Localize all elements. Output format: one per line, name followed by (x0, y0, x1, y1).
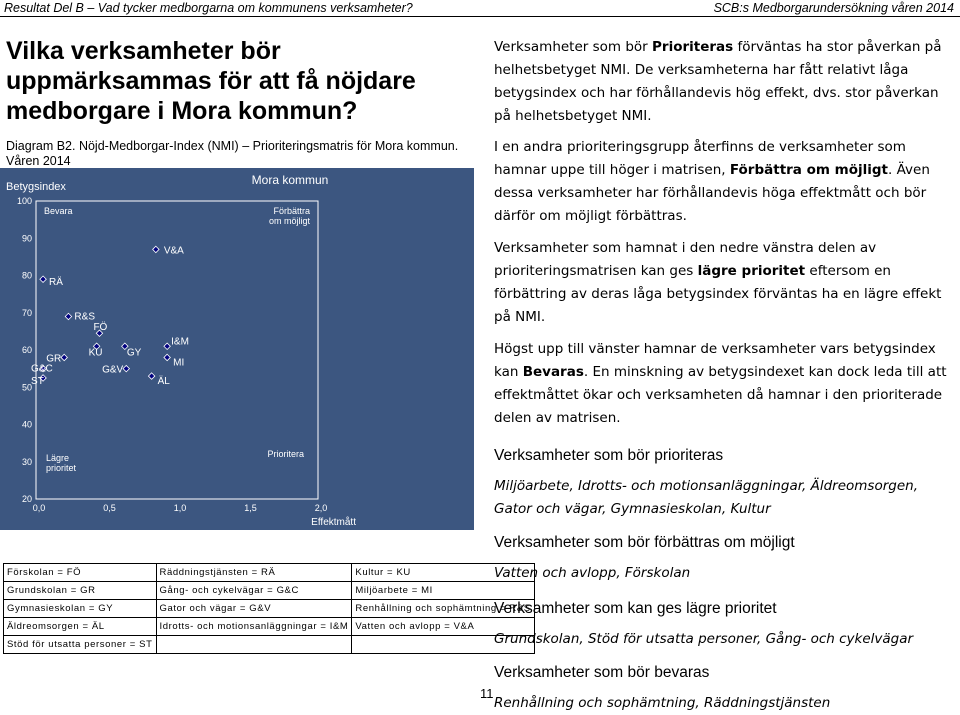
heading-lagre: Verksamheter som kan ges lägre prioritet (494, 600, 777, 617)
y-tick-label: 40 (21, 419, 32, 430)
abbreviation-table (3, 563, 535, 654)
page-number: 11 (480, 686, 494, 701)
legend-row (4, 564, 535, 582)
legend-row (4, 618, 535, 636)
x-tick-label: 2,0 (314, 503, 328, 513)
legend-row (4, 582, 535, 600)
legend-cell: Idrotts- och motionsanläggningar = I&M (156, 618, 352, 636)
legend-cell (156, 636, 352, 654)
legend-cell: Gång- och cykelvägar = G&C (156, 582, 352, 600)
quadrant-label-forbattra-1: Förbättra (273, 206, 310, 216)
legend-row (4, 636, 535, 654)
page-title: Vilka verksamheter bör uppmärksammas för att få nöjdare medborgare i Mora kommun? (6, 37, 416, 125)
quadrant-label-forbattra-2: om möjligt (268, 216, 310, 226)
quadrant-label-lagre-2: prioritet (46, 463, 77, 473)
data-point-label: FÖ (93, 322, 108, 334)
heading-prioriteras: Verksamheter som bör prioriteras (494, 447, 724, 464)
chart-panel (0, 168, 474, 530)
x-tick-label: 0,0 (32, 503, 46, 513)
legend-cell: Gator och vägar = G&V (156, 600, 352, 618)
quadrant-label-prioritera: Prioritera (267, 449, 304, 459)
data-point-label: I&M (171, 336, 189, 348)
header-rule (0, 16, 960, 17)
legend-cell: Stöd för utsatta personer = ST (4, 636, 157, 654)
legend-cell: Renhållning och sophämtning = R&S (352, 600, 534, 618)
y-tick-label: 30 (21, 456, 32, 467)
y-tick-label: 60 (21, 345, 32, 355)
quadrant-label-lagre-1: Lägre (46, 453, 70, 463)
x-axis-label: Effektmått (311, 517, 356, 528)
data-point-label: G&V (102, 364, 124, 376)
legend-cell: Räddningstjänsten = RÄ (156, 564, 352, 582)
caption-line-2: Våren 2014 (6, 154, 71, 168)
y-tick-label: 80 (21, 270, 32, 281)
y-tick-label: 90 (21, 233, 32, 244)
y-tick-label: 50 (21, 382, 32, 393)
legend-cell: Gymnasieskolan = GY (4, 600, 157, 618)
legend-cell: Äldreomsorgen = ÄL (4, 618, 157, 636)
data-point-label: V&A (163, 245, 184, 257)
legend-cell: Grundskolan = GR (4, 582, 157, 600)
legend-cell: Kultur = KU (352, 564, 534, 582)
heading-forbattras: Verksamheter som bör förbättras om möjligt (494, 534, 795, 551)
paragraph-prioritera: Verksamheter som bör Prioriteras förväntas ha stor påverkan på helhetsbetyget NMI. De verksamheterna har fått relativt låga betygsindex och har förhållandevis hög effekt, dvs. stor påverkan på helhetsbetyget NMI. (494, 39, 942, 124)
y-axis-label: Betygsindex (6, 181, 66, 193)
x-tick-label: 1,0 (173, 503, 187, 513)
data-point-label: GR (46, 353, 62, 365)
caption-line-1: Diagram B2. Nöjd-Medborgar-Index (NMI) – Prioriteringsmatris för Mora kommun. (6, 139, 459, 153)
x-tick-label: 1,5 (244, 503, 257, 513)
data-point-label: KU (88, 347, 103, 359)
legend-row (4, 600, 535, 618)
right-column (494, 36, 956, 715)
diagram-caption (6, 139, 476, 169)
header-left: Resultat Del B – Vad tycker medborgarna om kommunens verksamheter? (4, 1, 413, 15)
y-tick-label: 70 (21, 307, 32, 318)
data-point-label: MI (173, 357, 185, 369)
list-forbattras: Vatten och avlopp, Förskolan (494, 565, 691, 581)
legend-cell: Miljöarbete = MI (352, 582, 534, 600)
data-point-label: RÄ (49, 277, 63, 289)
data-point-label: ST (31, 375, 44, 387)
x-tick-label: 0,5 (103, 503, 116, 513)
paragraph-bevara: Högst upp till vänster hamnar de verksamheter vars betygsindex kan Bevaras. En minskning av betygsindexet kan dock leda till att effektmåttet ökar och verksamheten då hamnar i den prioriterade delen av matrisen. (494, 341, 947, 426)
y-tick-label: 100 (16, 196, 32, 206)
priority-matrix-chart (0, 168, 474, 530)
legend-cell: Förskolan = FÖ (4, 564, 157, 582)
paragraph-lagre: Verksamheter som hamnat i den nedre vänstra delen av prioriteringsmatrisen kan ges lägre prioritet eftersom en förbättring av deras låga betygsindex förväntas ha en lägre effekt på NMI. (494, 240, 942, 325)
chart-svg (0, 168, 474, 530)
data-point-label: R&S (74, 311, 95, 323)
data-point-label: GY (126, 347, 142, 359)
quadrant-label-bevara: Bevara (44, 206, 73, 216)
chart-title: Mora kommun (251, 173, 329, 187)
header-right: SCB:s Medborgarundersökning våren 2014 (713, 1, 954, 15)
data-point-label: ÄL (157, 376, 170, 388)
heading-bevaras: Verksamheter som bör bevaras (494, 664, 710, 681)
paragraph-forbattra: I en andra prioriteringsgrupp återfinns de verksamheter som hamnar uppe till höger i matrisen, Förbättra om möjligt. Även dessa verksamheter har förhållandevis höga effektmått och bör därför om möjligt förbättras. (494, 139, 930, 224)
list-prioriteras: Miljöarbete, Idrotts- och motionsanläggningar, Äldreomsorgen, Gator och vägar, Gymnasieskolan, Kultur (494, 478, 918, 517)
legend-cell: Vatten och avlopp = V&A (352, 618, 534, 636)
list-lagre: Grundskolan, Stöd för utsatta personer, Gång- och cykelvägar (494, 631, 914, 647)
y-tick-label: 20 (21, 494, 32, 504)
data-point-label: G&C (31, 363, 53, 375)
list-bevaras: Renhållning och sophämtning, Räddningstjänsten (494, 695, 831, 711)
page-header (0, 0, 960, 17)
